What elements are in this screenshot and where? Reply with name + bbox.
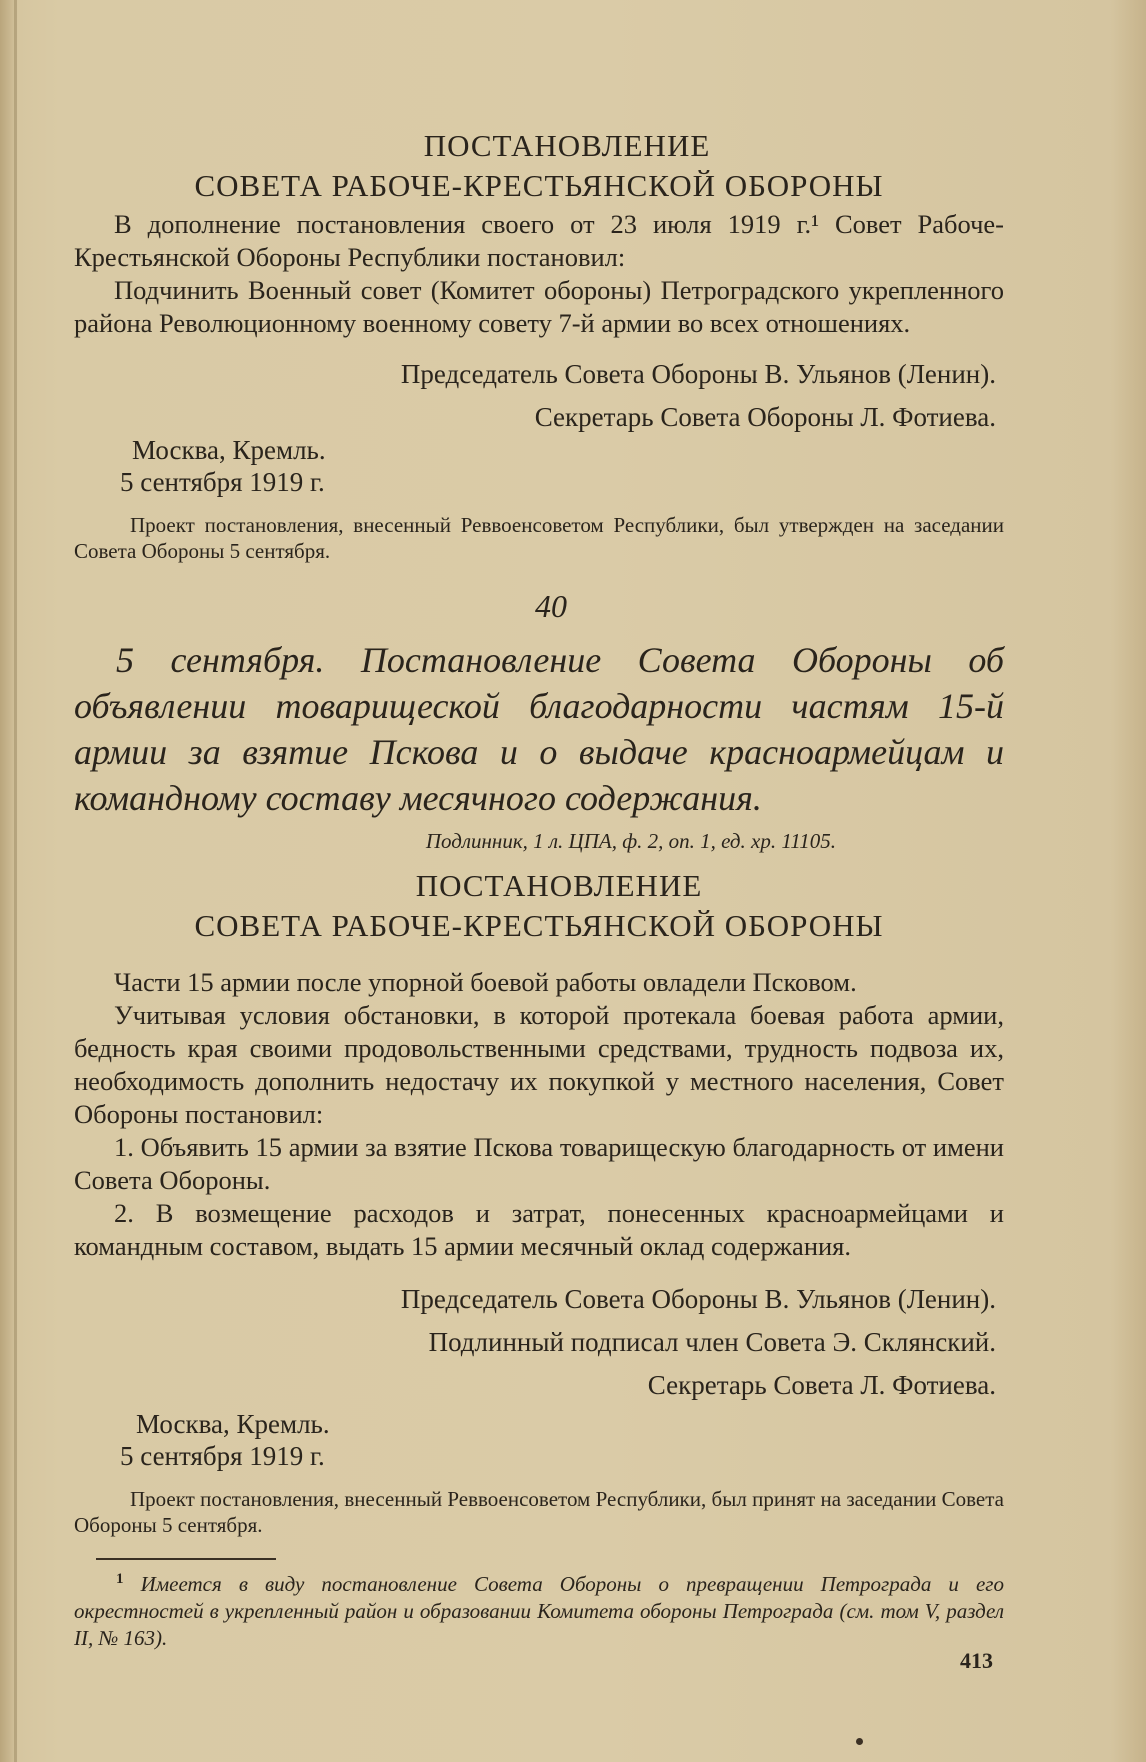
doc2-source: Подлинник, 1 л. ЦПА, ф. 2, оп. 1, ед. хр. 11105.	[425, 829, 836, 853]
footnote-text: Имеется в виду постановление Совета Обороны о превращении Петрограда и его окрестностей в укрепленный район и образовании Комитета обороны Петрограда (см. том V, раздел II, № 163).	[74, 1572, 1005, 1650]
doc2-heading: 5 сентября. Постановление Совета Обороны об объявлении товарищеской благодарности частям 15-й армии за взятие Пскова и о выдаче красноармейцам и командному составу месячного содержания.	[74, 640, 1004, 818]
doc1-paragraph-1: В дополнение постановления своего от 23 июля 1919 г.¹ Совет Рабоче-Крестьянской Обороны Республики постановил:	[74, 209, 1004, 272]
footnote-divider	[96, 1558, 276, 1560]
doc2-title-line1: ПОСТАНОВЛЕНИЕ	[415, 868, 703, 903]
doc1-signature-chair: Председатель Совета Обороны В. Ульянов (Ленин).	[400, 359, 996, 389]
page-content	[74, 126, 1004, 1652]
doc2-paragraph-3: 1. Объявить 15 армии за взятие Пскова товарищескую благодарность от имени Совета Обороны.	[74, 1132, 1004, 1195]
footnote	[74, 1566, 1004, 1652]
document-1	[74, 126, 1004, 564]
doc2-date: 5 сентября 1919 г.	[120, 1441, 325, 1471]
doc2-paragraph-1: Части 15 армии после упорной боевой работы овладели Псковом.	[114, 967, 857, 997]
doc2-signature-chair: Председатель Совета Обороны В. Ульянов (Ленин).	[400, 1284, 996, 1314]
doc2-signature-secretary: Секретарь Совета Л. Фотиева.	[647, 1370, 996, 1400]
document-2	[74, 564, 1004, 1538]
doc2-signature-member: Подлинный подписал член Совета Э. Склянский.	[428, 1327, 996, 1357]
doc2-paragraph-2: Учитывая условия обстановки, в которой протекала боевая работа армии, бедность края своими продовольственными средствами, трудность подвоза их, необходимость дополнить недостачу их покупкой у местного населения, Совет Обороны постановил:	[74, 1000, 1004, 1129]
doc1-editorial-note: Проект постановления, внесенный Реввоенсоветом Республики, был утвержден на заседании Совета Обороны 5 сентября.	[74, 513, 1004, 563]
paper-speck	[856, 1738, 863, 1745]
doc2-paragraph-4: 2. В возмещение расходов и затрат, понесенных красноармейцами и командным составом, выдать 15 армии месячный оклад содержания.	[74, 1198, 1004, 1261]
doc1-paragraph-2: Подчинить Военный совет (Комитет обороны) Петроградского укрепленного района Революционному военному совету 7-й армии во всех отношениях.	[74, 275, 1004, 338]
doc1-date: 5 сентября 1919 г.	[120, 467, 325, 497]
doc1-place: Москва, Кремль.	[132, 435, 326, 465]
binding-gutter	[14, 0, 17, 1762]
page-number: 413	[960, 1648, 993, 1673]
doc2-editorial-note: Проект постановления, внесенный Реввоенсоветом Республики, был принят на заседании Совета Обороны 5 сентября.	[74, 1487, 1004, 1537]
doc1-signature-secretary: Секретарь Совета Обороны Л. Фотиева.	[534, 402, 996, 432]
doc2-title-line2: СОВЕТА РАБОЧЕ-КРЕСТЬЯНСКОЙ ОБОРОНЫ	[194, 908, 884, 943]
footnote-mark: 1	[116, 1571, 124, 1587]
doc2-place: Москва, Кремль.	[136, 1409, 330, 1439]
doc2-number: 40	[535, 588, 567, 624]
doc1-title-line1: ПОСТАНОВЛЕНИЕ	[423, 128, 711, 163]
doc1-title-line2: СОВЕТА РАБОЧЕ-КРЕСТЬЯНСКОЙ ОБОРОНЫ	[194, 168, 884, 203]
